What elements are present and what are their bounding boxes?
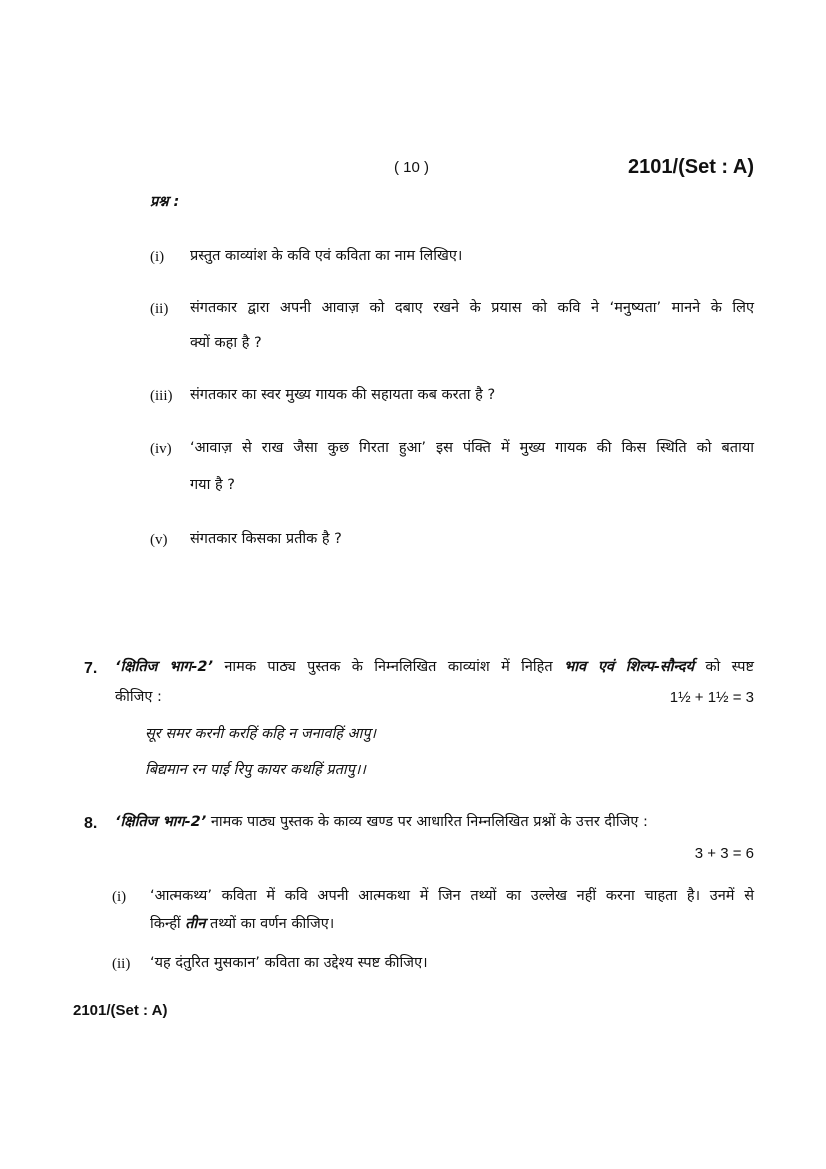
question-text — [115, 815, 648, 830]
page-number: ( 10 ) — [394, 159, 430, 176]
question-text — [150, 917, 334, 932]
item-number: (iv) — [150, 441, 172, 457]
text: तथ्यों का वर्णन कीजिए। — [205, 916, 335, 932]
poem-line: बिद्यमान रन पाई रिपु कायर कथहिं प्रतापु।। — [145, 762, 366, 778]
text: नामक पाठ्य पुस्तक के काव्य खण्ड पर आधारित निम्नलिखित प्रश्नों के उत्तर दीजिए : — [206, 814, 648, 830]
poem-line: सूर समर करनी करहिं कहि न जनावहिं आपु। — [145, 726, 377, 742]
question-text: कीजिए : — [115, 689, 162, 705]
question-text: क्यों कहा है ? — [190, 335, 262, 351]
item-number: (i) — [150, 249, 165, 265]
emphasis: भाव एवं शिल्प-सौन्दर्य — [564, 659, 694, 675]
item-number: (i) — [112, 889, 127, 905]
question-text: प्रस्तुत काव्यांश के कवि एवं कविता का नाम लिखिए। — [190, 248, 463, 264]
question-text: संगतकार द्वारा अपनी आवाज़ को दबाए रखने के प्रयास को कवि ने ‘मनुष्यता’ मानने के लिए — [190, 300, 754, 316]
marks: 3 + 3 = 6 — [694, 845, 754, 862]
question-text: संगतकार किसका प्रतीक है ? — [190, 531, 342, 547]
item-number: (iii) — [150, 388, 173, 404]
question-text: ‘यह दंतुरित मुसकान’ कविता का उद्देश्य स्पष्ट कीजिए। — [150, 955, 428, 971]
item-number: (v) — [150, 532, 168, 548]
question-text — [115, 660, 754, 675]
book-title: ‘क्षितिज भाग-2’ — [115, 814, 207, 830]
question-number: 7. — [84, 660, 98, 677]
text: को स्पष्ट — [694, 659, 754, 675]
emphasis: तीन — [185, 916, 206, 932]
question-text: ‘आत्मकथ्य’ कविता में कवि अपनी आत्मकथा में जिन तथ्यों का उल्लेख नहीं करना चाहता है। उनमें से — [150, 888, 754, 904]
question-text: संगतकार का स्वर मुख्य गायक की सहायता कब करता है ? — [190, 387, 496, 403]
question-text: ‘आवाज़ से राख जैसा कुछ गिरता हुआ’ इस पंक्ति में मुख्य गायक की किस स्थिति को बताया — [190, 440, 754, 456]
item-number: (ii) — [150, 301, 169, 317]
question-text: गया है ? — [190, 477, 235, 493]
marks: 1½ + 1½ = 3 — [669, 689, 754, 706]
book-title: ‘क्षितिज भाग-2’ — [115, 659, 213, 675]
text: नामक पाठ्य पुस्तक के निम्नलिखित काव्यांश में निहित — [212, 659, 565, 675]
paper-code-header: 2101/(Set : A) — [628, 156, 754, 178]
questions-heading: प्रश्न : — [150, 194, 180, 210]
text: किन्हीं — [150, 916, 186, 932]
question-number: 8. — [84, 815, 98, 832]
paper-code-footer: 2101/(Set : A) — [73, 1002, 168, 1019]
item-number: (ii) — [112, 956, 131, 972]
